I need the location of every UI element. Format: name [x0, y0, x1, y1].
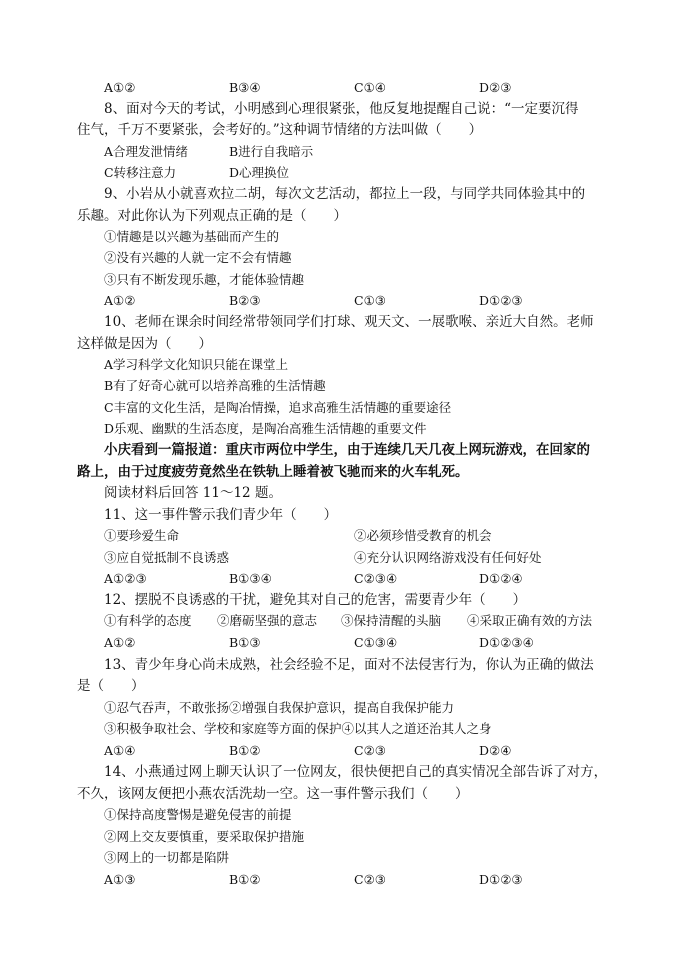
q12-option-a: A①② — [104, 635, 136, 650]
q10-option-d: D乐观、幽默的生活态度，是陶冶高雅生活情趣的重要文件 — [104, 421, 427, 436]
q13-option-c: C②③ — [354, 743, 386, 758]
q7-option-d: D②③ — [479, 80, 512, 95]
q10-option-a: A学习科学文化知识只能在课堂上 — [104, 357, 289, 372]
q12-statement-4: ④采取正确有效的方法 — [467, 613, 593, 628]
q10-stem-line2: 这样做是因为（ ） — [77, 336, 212, 352]
q11-option-a: A①②③ — [104, 571, 147, 586]
q12-statement-1: ①有科学的态度 — [104, 613, 192, 628]
q12-option-b: B①③ — [229, 635, 261, 650]
q14-stem-line1: 14、小燕通过网上聊天认识了一位网友，很快便把自己的真实情况全部告诉了对方， — [104, 764, 608, 780]
q10-option-b: B有了好奇心就可以培养高雅的生活情趣 — [104, 378, 326, 393]
q12-option-d: D①②③④ — [479, 635, 534, 650]
q13-option-b: B①② — [229, 743, 261, 758]
q9-option-b: B②③ — [229, 293, 261, 308]
q12-statement-2: ②磨砺坚强的意志 — [217, 613, 318, 628]
q13-stem-line2: 是（ ） — [77, 678, 145, 694]
q14-option-a: A①③ — [104, 872, 136, 887]
q13-statements-1-2: ①忍气吞声，不敢张扬②增强自我保护意识，提高自我保护能力 — [104, 700, 455, 715]
material-instruction: 阅读材料后回答 11～12 题。 — [104, 485, 282, 501]
q9-stem-line1: 9、小岩从小就喜欢拉二胡，每次文艺活动，都拉上一段，与同学共同体验其中的 — [104, 186, 586, 202]
q9-statement-2: ②没有兴趣的人就一定不会有情趣 — [104, 250, 292, 265]
q9-statement-1: ①情趣是以兴趣为基础而产生的 — [104, 229, 280, 244]
q13-stem-line1: 13、青少年身心尚未成熟，社会经验不足，面对不法侵害行为，你认为正确的做法 — [104, 657, 594, 673]
q14-statement-1: ①保持高度警惕是避免侵害的前提 — [104, 807, 292, 822]
q12-stem: 12、摆脱不良诱惑的干扰，避免其对自己的危害，需要青少年（ ） — [104, 592, 527, 608]
q7-option-a: A①② — [104, 80, 136, 95]
q7-option-b: B③④ — [229, 80, 261, 95]
q11-statement-2: ②必须珍惜受教育的机会 — [354, 528, 492, 543]
q9-option-a: A①② — [104, 293, 136, 308]
q8-stem-line2: 住气，千万不要紧张，会考好的。”这种调节情绪的方法叫做（ ） — [77, 122, 483, 138]
q9-option-d: D①②③ — [479, 293, 523, 308]
q13-option-d: D②④ — [479, 743, 512, 758]
q10-option-c: C丰富的文化生活，是陶冶情操，追求高雅生活情趣的重要途径 — [104, 400, 452, 415]
q11-option-d: D①②④ — [479, 571, 523, 586]
q8-option-a: A合理发泄情绪 — [104, 144, 189, 159]
q14-statement-3: ③网上的一切都是陷阱 — [104, 850, 230, 865]
q11-option-b: B①③④ — [229, 571, 272, 586]
material-line1: 小庆看到一篇报道：重庆市两位中学生，由于连续几天几夜上网玩游戏，在回家的 — [104, 442, 590, 458]
q13-statements-3-4: ③积极争取社会、学校和家庭等方面的保护④以其人之道还治其人之身 — [104, 721, 492, 736]
q11-stem: 11、这一事件警示我们青少年（ ） — [104, 507, 338, 523]
q14-option-d: D①②③ — [479, 872, 523, 887]
q10-stem-line1: 10、老师在课余时间经常带领同学们打球、观天文、一展歌喉、亲近大自然。老师 — [104, 314, 594, 330]
q7-option-c: C①④ — [354, 80, 386, 95]
q14-stem-line2: 不久，该网友便把小燕农活洗劫一空。这一事件警示我们（ ） — [77, 786, 469, 802]
q8-option-b: B进行自我暗示 — [229, 144, 314, 159]
q11-statement-4: ④充分认识网络游戏没有任何好处 — [354, 550, 542, 565]
q14-option-c: C②③ — [354, 872, 386, 887]
q11-statement-1: ①要珍爱生命 — [104, 528, 180, 543]
q12-statement-3: ③保持清醒的头脑 — [341, 613, 442, 628]
q11-option-c: C②③④ — [354, 571, 398, 586]
q8-stem-line1: 8、面对今天的考试，小明感到心理很紧张，他反复地提醒自己说：“一定要沉得 — [104, 101, 579, 117]
q9-statement-3: ③只有不断发现乐趣，才能体验情趣 — [104, 272, 305, 287]
q14-statement-2: ②网上交友要慎重，要采取保护措施 — [104, 829, 305, 844]
q14-option-b: B①② — [229, 872, 261, 887]
q8-option-c: C转移注意力 — [104, 165, 177, 180]
q9-option-c: C①③ — [354, 293, 386, 308]
q12-option-c: C①③④ — [354, 635, 398, 650]
material-line2: 路上，由于过度疲劳竟然坐在铁轨上睡着被飞驰而来的火车轧死。 — [77, 464, 469, 480]
q9-stem-line2: 乐趣。对此你认为下列观点正确的是（ ） — [77, 208, 347, 224]
q13-option-a: A①④ — [104, 743, 136, 758]
q8-option-d: D心理换位 — [229, 165, 290, 180]
q11-statement-3: ③应自觉抵制不良诱惑 — [104, 550, 230, 565]
